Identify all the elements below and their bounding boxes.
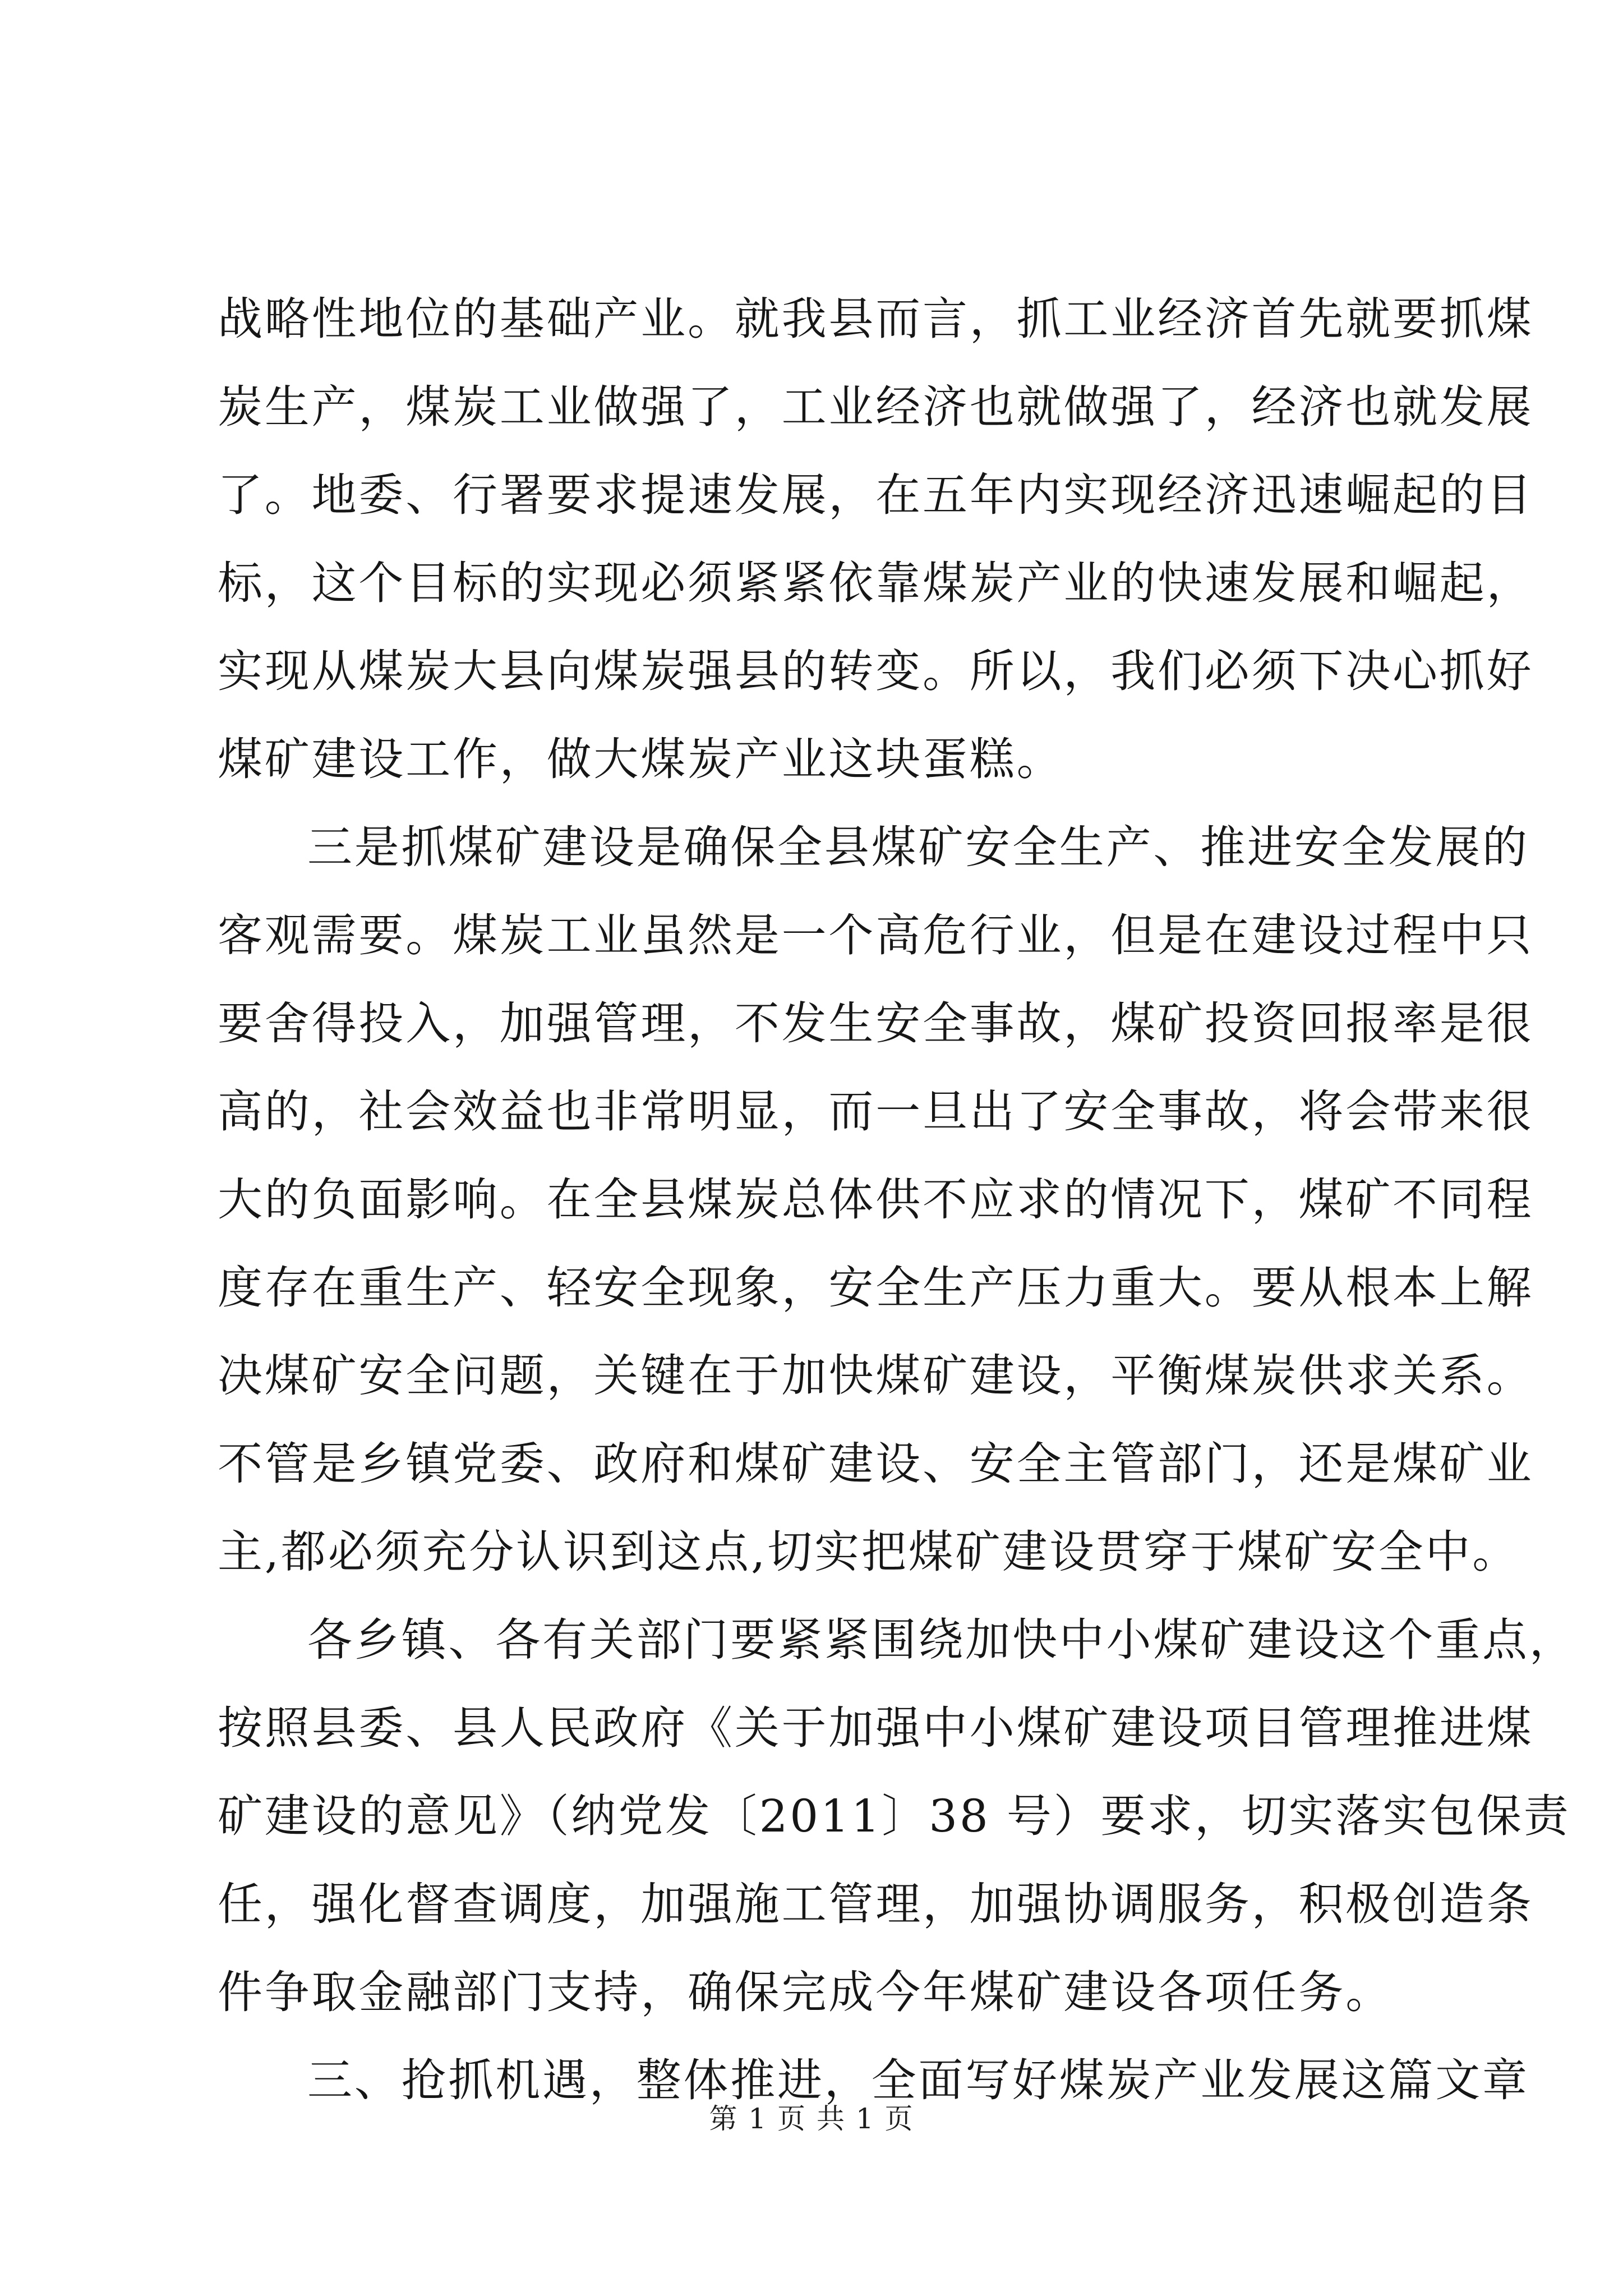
text-line: 任，强化督查调度，加强施工管理，加强协调服务，积极创造条 bbox=[218, 1878, 1534, 1930]
text-line: 按照县委、县人民政府《关于加强中小煤矿建设项目管理推进煤 bbox=[218, 1702, 1534, 1754]
document-body bbox=[218, 275, 1576, 2124]
page-footer: 第 1 页 共 1 页 bbox=[709, 2102, 914, 2135]
text-line: 煤矿建设工作，做大煤炭产业这块蛋糕。 bbox=[218, 733, 1064, 785]
text-line: 战略性地位的基础产业。就我县而言，抓工业经济首先就要抓煤 bbox=[218, 293, 1534, 345]
text-line: 标，这个目标的实现必须紧紧依靠煤炭产业的快速发展和崛起， bbox=[218, 557, 1534, 609]
text-line: 高的，社会效益也非常明显，而一旦出了安全事故，将会带来很 bbox=[218, 1085, 1534, 1138]
text-line: 度存在重生产、轻安全现象，安全生产压力重大。要从根本上解 bbox=[218, 1262, 1534, 1314]
text-line: 决煤矿安全问题，关键在于加快煤矿建设，平衡煤炭供求关系。 bbox=[218, 1350, 1534, 1402]
text-line: 不管是乡镇党委、政府和煤矿建设、安全主管部门，还是煤矿业 bbox=[218, 1438, 1534, 1490]
section-heading: 三、抢抓机遇，整体推进，全面写好煤炭产业发展这篇文章 bbox=[307, 2054, 1529, 2106]
paragraph-start-line: 三是抓煤矿建设是确保全县煤矿安全生产、推进安全发展的 bbox=[307, 821, 1529, 873]
text-line: 主,都必须充分认识到这点,切实把煤矿建设贯穿于煤矿安全中。 bbox=[218, 1526, 1520, 1578]
paragraph-start-line: 各乡镇、各有关部门要紧紧围绕加快中小煤矿建设这个重点， bbox=[307, 1614, 1576, 1666]
text-line: 了。地委、行署要求提速发展，在五年内实现经济迅速崛起的目 bbox=[218, 469, 1534, 521]
text-line: 件争取金融部门支持，确保完成今年煤矿建设各项任务。 bbox=[218, 1966, 1393, 2018]
text-line: 炭生产，煤炭工业做强了，工业经济也就做强了，经济也就发展 bbox=[218, 381, 1534, 433]
text-line: 要舍得投入，加强管理，不发生安全事故，煤矿投资回报率是很 bbox=[218, 997, 1534, 1050]
text-line: 矿建设的意见》（纳党发〔2011〕38 号）要求，切实落实包保责 bbox=[218, 1790, 1571, 1842]
text-line: 客观需要。煤炭工业虽然是一个高危行业，但是在建设过程中只 bbox=[218, 909, 1534, 961]
text-line: 实现从煤炭大县向煤炭强县的转变。所以，我们必须下决心抓好 bbox=[218, 645, 1534, 697]
text-line: 大的负面影响。在全县煤炭总体供不应求的情况下，煤矿不同程 bbox=[218, 1174, 1534, 1226]
